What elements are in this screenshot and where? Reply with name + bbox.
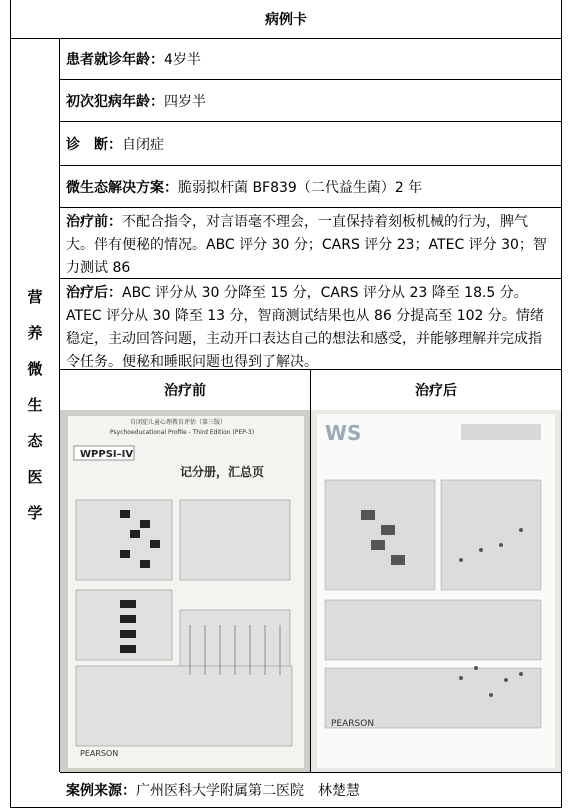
age-label: 患者就诊年龄： xyxy=(66,51,164,68)
before-header: 治疗前 xyxy=(60,370,311,410)
case-card xyxy=(10,0,562,808)
side-label xyxy=(11,38,60,772)
compare-header xyxy=(60,370,561,411)
ws-brand: WS xyxy=(325,421,362,445)
diagnosis-value: 自闭症 xyxy=(122,136,164,153)
card-title: 病例卡 xyxy=(11,0,561,39)
side-char: 生 xyxy=(27,396,43,414)
before-row xyxy=(60,208,561,279)
left-pearson: PEARSON xyxy=(80,749,119,758)
after-header: 治疗后 xyxy=(415,383,457,399)
diagnosis-row xyxy=(60,122,561,166)
before-label: 治疗前： xyxy=(66,214,122,230)
after-text: ABC 评分从 30 分降至 15 分，CARS 评分从 23 降至 18.5 分。ATEC 评分从 30 降至 13 分，智商测试结果也从 86 分提高至 102 分。情绪稳定，主动回答问题，主动开口表达自己的想法和感受，并能够理解并完成指令任务。便秘和睡眠问题也得到了解决。 xyxy=(66,285,544,370)
after-label: 治疗后： xyxy=(66,285,122,301)
pep-title: 自闭症儿童心理教育评估（第三版） xyxy=(130,419,227,426)
plan-row xyxy=(60,166,561,208)
onset-row xyxy=(60,80,561,122)
onset-value: 四岁半 xyxy=(164,93,206,110)
before-text: 不配合指令，对言语毫不理会，一直保持着刻板机械的行为，脾气大。伴有便秘的情况。ABC 评分 30 分；CARS 评分 23；ATEC 评分 30；智力测试 86 xyxy=(66,214,547,276)
pep-subtitle: Psychoeducational Profile - Third Edition (PEP-3) xyxy=(110,429,255,436)
wppsi-sub: 记分册，汇总页 xyxy=(180,465,265,479)
age-row xyxy=(60,38,561,80)
source-label: 案例来源： xyxy=(66,783,136,799)
onset-label: 初次犯病年龄： xyxy=(66,93,164,110)
side-char: 学 xyxy=(27,504,43,522)
source-value: 广州医科大学附属第二医院 林楚慧 xyxy=(136,783,360,799)
plan-label: 微生态解决方案： xyxy=(66,179,178,196)
side-char: 养 xyxy=(27,324,43,342)
photo-compare xyxy=(60,410,561,773)
source-row xyxy=(60,772,561,808)
after-photo xyxy=(311,410,561,772)
side-char: 态 xyxy=(27,432,43,450)
before-photo xyxy=(60,410,311,772)
before-photo-drawing xyxy=(60,410,310,772)
right-pearson: PEARSON xyxy=(331,719,375,729)
plan-value: 脆弱拟杆菌 BF839（二代益生菌）2 年 xyxy=(178,179,423,196)
side-char: 营 xyxy=(27,288,43,306)
wppsi-brand: WPPSI–IV xyxy=(80,449,134,460)
after-photo-drawing xyxy=(311,410,561,772)
after-row xyxy=(60,279,561,370)
age-value: 4岁半 xyxy=(164,51,201,68)
side-char: 医 xyxy=(27,468,43,486)
side-char: 微 xyxy=(27,360,43,378)
diagnosis-label: 诊 断： xyxy=(66,136,122,153)
